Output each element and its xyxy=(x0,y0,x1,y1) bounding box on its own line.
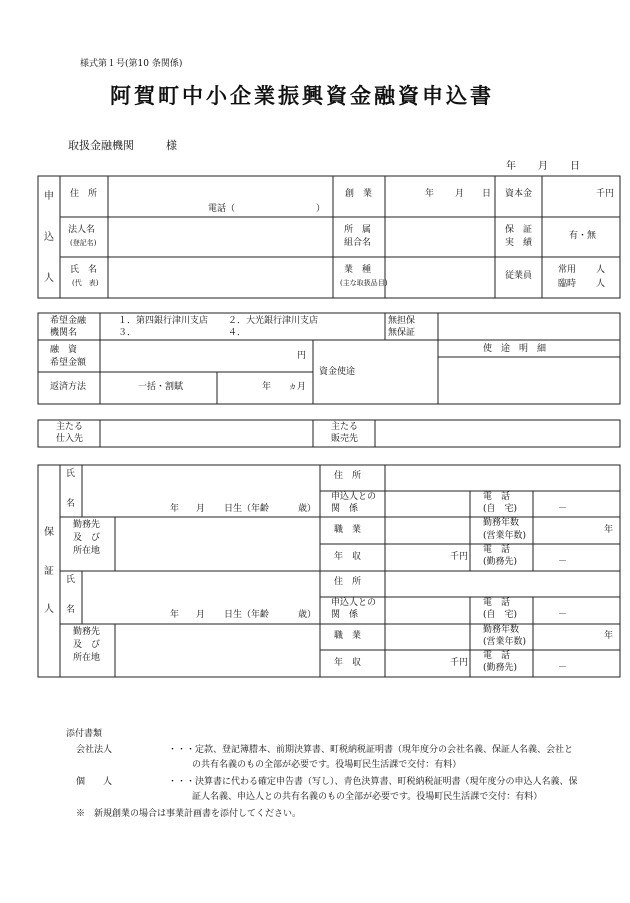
corp-attach-label: 会社法人 xyxy=(76,745,113,755)
g1-years-unit: 年 xyxy=(604,525,614,535)
employees-temp: 臨時 xyxy=(558,279,577,289)
bank-option-1: １．第四銀行津川支店 xyxy=(118,316,209,326)
g1-years-label-2: (営業年数) xyxy=(483,531,527,541)
g2-work-phone-dash: － xyxy=(558,663,568,673)
g1-birth-month: 月 xyxy=(196,504,206,514)
page-title: 阿賀町中小企業振興資金融資申込書 xyxy=(110,83,494,108)
repay-months: ヵ月 xyxy=(288,382,307,392)
guarantor-side-label-1: 保 xyxy=(44,527,54,538)
bank-option-4: ４． xyxy=(228,328,247,338)
g1-birth-year: 年 xyxy=(170,504,180,514)
bank-option-2: ２．大光銀行津川支店 xyxy=(228,316,319,326)
g1-birth-age: 日生（年齢 xyxy=(224,504,270,514)
g2-years-unit: 年 xyxy=(604,631,614,641)
affiliation-label-2: 組合名 xyxy=(344,238,372,248)
g1-name-label-1: 氏 xyxy=(66,469,76,479)
new-business-note: ※ 新規創業の場合は事業計画書を添付してください。 xyxy=(76,809,302,819)
g2-years-label-1: 勤務年数 xyxy=(483,625,520,635)
g1-work-label-1: 勤務先 xyxy=(73,520,101,530)
usage-label: 資金使途 xyxy=(319,367,356,377)
g2-address-label: 住 所 xyxy=(334,577,362,587)
indiv-attach-text-1: ・・・決算書に代わる確定申告書（写し）、青色決算書、町税納税証明書（現年度分の申込人名義、保 xyxy=(168,777,578,787)
employees-regular-unit: 人 xyxy=(596,265,606,275)
g2-income-label: 年 収 xyxy=(334,658,362,668)
g1-work-phone-label-2: (勤務先) xyxy=(483,557,518,567)
person-name-sub: (代 表) xyxy=(72,279,99,287)
person-name-label: 氏 名 xyxy=(70,265,98,275)
g2-birth-age-close: 歳） xyxy=(298,610,317,620)
amount-label-2: 希望金額 xyxy=(50,358,87,368)
g2-home-phone-label-2: (自 宅) xyxy=(483,610,518,620)
g2-work-label-1: 勤務先 xyxy=(73,627,101,637)
g2-relation-label-1: 申込人との xyxy=(331,598,377,608)
corp-name-sub: (登記名) xyxy=(70,239,97,247)
g1-address-label: 住 所 xyxy=(334,471,362,481)
indiv-attach-text-2: 証人名義、申込人との共有名義のもの全部が必要です。役場町民生活課で交付：有料） xyxy=(192,792,543,802)
g2-work-label-3: 所在地 xyxy=(73,653,101,663)
employees-regular: 常用 xyxy=(558,265,577,275)
date-month-label: 月 xyxy=(538,161,548,172)
employees-label: 従業員 xyxy=(505,271,533,281)
g2-work-phone-label-1: 電 話 xyxy=(483,651,511,661)
collateral-label-2: 無保証 xyxy=(388,328,416,338)
g1-job-label: 職 業 xyxy=(334,525,362,535)
affiliation-label-1: 所 属 xyxy=(344,225,372,235)
supplier-label-2: 仕入先 xyxy=(56,434,84,444)
industry-sub: (主な取扱品目) xyxy=(340,279,388,287)
g2-years-label-2: (営業年数) xyxy=(483,637,527,647)
guarantee-label-1: 保 証 xyxy=(505,225,533,235)
capital-unit: 千円 xyxy=(596,189,615,199)
g2-name-label-1: 氏 xyxy=(66,575,76,585)
g1-relation-label-2: 関 係 xyxy=(331,504,359,514)
g1-work-phone-label-1: 電 話 xyxy=(483,545,511,555)
usage-detail-label: 使 途 明 細 xyxy=(483,344,547,354)
g1-birth-age-close: 歳） xyxy=(298,504,317,514)
applicant-side-label-1: 申 xyxy=(44,191,54,202)
founded-day: 日 xyxy=(482,189,492,199)
corp-attach-text-2: の共有名義のもの全部が必要です。役場町民生活課で交付：有料） xyxy=(192,760,462,770)
g1-income-unit: 千円 xyxy=(450,552,469,562)
g1-work-label-2: 及 び xyxy=(73,533,101,543)
attachments-heading: 添付書類 xyxy=(66,729,103,739)
applicant-side-label-2: 込 xyxy=(44,232,54,243)
supplier-label-1: 主たる xyxy=(56,422,84,432)
g2-name-label-2: 名 xyxy=(66,605,76,615)
amount-unit: 円 xyxy=(297,351,307,361)
g1-home-phone-label-1: 電 話 xyxy=(483,492,511,502)
guarantor-side-label-3: 人 xyxy=(44,604,54,615)
repay-label: 返済方法 xyxy=(50,382,87,392)
g2-birth-month: 月 xyxy=(196,610,206,620)
g2-income-unit: 千円 xyxy=(450,658,469,668)
employees-temp-unit: 人 xyxy=(596,279,606,289)
addressee-org: 取扱金融機関 xyxy=(68,139,134,152)
g1-name-label-2: 名 xyxy=(66,499,76,509)
address-label: 住 所 xyxy=(70,189,98,199)
g1-work-phone-dash: － xyxy=(558,557,568,567)
amount-label-1: 融 資 xyxy=(50,345,78,355)
capital-label: 資本金 xyxy=(505,189,533,199)
g1-income-label: 年 収 xyxy=(334,552,362,562)
corp-name-label: 法人名 xyxy=(68,225,96,235)
g2-birth-age: 日生（年齢 xyxy=(224,610,270,620)
g1-work-label-3: 所在地 xyxy=(73,546,101,556)
bank-option-3: ３． xyxy=(118,328,137,338)
phone-label: 電話（ xyxy=(208,204,236,214)
guarantor-side-label-2: 証 xyxy=(44,566,54,577)
g2-work-phone-label-2: (勤務先) xyxy=(483,663,518,673)
indiv-attach-label: 個 人 xyxy=(76,777,113,787)
g2-relation-label-2: 関 係 xyxy=(331,610,359,620)
g2-work-label-2: 及 び xyxy=(73,640,101,650)
g1-years-label-1: 勤務年数 xyxy=(483,518,520,528)
g1-home-phone-dash: － xyxy=(558,504,568,514)
addressee-honorific: 様 xyxy=(166,139,177,152)
founded-month: 月 xyxy=(455,189,465,199)
g1-relation-label-1: 申込人との xyxy=(331,492,377,502)
repay-value: 一括・割賦 xyxy=(138,382,184,392)
phone-close: ） xyxy=(316,204,326,214)
corp-attach-text-1: ・・・定款、登記簿謄本、前期決算書、町税納税証明書（現年度分の会社名義、保証人名義、会社と xyxy=(168,745,574,755)
bank-label-2: 機関名 xyxy=(50,328,78,338)
g2-job-label: 職 業 xyxy=(334,631,362,641)
date-day-label: 日 xyxy=(570,161,580,172)
industry-label: 業 種 xyxy=(344,265,372,275)
bank-label-1: 希望金融 xyxy=(50,316,87,326)
g1-home-phone-label-2: (自 宅) xyxy=(483,504,518,514)
customer-label-1: 主たる xyxy=(331,422,359,432)
g2-home-phone-label-1: 電 話 xyxy=(483,598,511,608)
repay-years: 年 xyxy=(262,382,272,392)
customer-label-2: 販売先 xyxy=(331,434,359,444)
applicant-side-label-3: 人 xyxy=(44,273,54,284)
date-year-label: 年 xyxy=(506,161,516,172)
g2-birth-year: 年 xyxy=(170,610,180,620)
g2-home-phone-dash: － xyxy=(558,610,568,620)
form-number: 様式第１号(第10 条関係) xyxy=(80,59,183,69)
guarantee-label-2: 実 績 xyxy=(505,238,533,248)
founded-year: 年 xyxy=(425,189,435,199)
founded-label: 創 業 xyxy=(345,189,373,199)
guarantee-value: 有・無 xyxy=(569,231,597,241)
collateral-label-1: 無担保 xyxy=(388,316,416,326)
